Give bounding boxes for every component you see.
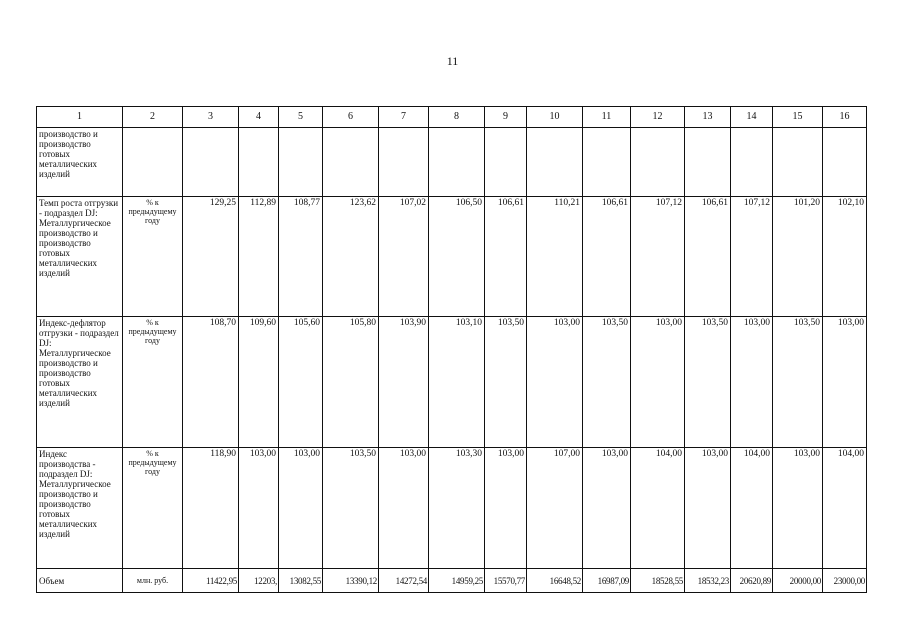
value-cell: 109,60 bbox=[239, 317, 279, 448]
value-cell: 104,00 bbox=[823, 448, 867, 569]
table-row-shipment-growth bbox=[37, 197, 867, 317]
value-cell: 103,00 bbox=[631, 317, 685, 448]
value-cell: 20000,00 bbox=[773, 569, 823, 593]
value-cell: 106,50 bbox=[429, 197, 485, 317]
value-cell: 14959,25 bbox=[429, 569, 485, 593]
value-cell: 20620,89 bbox=[731, 569, 773, 593]
value-cell: 103,50 bbox=[485, 317, 527, 448]
value-cell: 103,00 bbox=[823, 317, 867, 448]
value-cell: 110,21 bbox=[527, 197, 583, 317]
value-cell bbox=[583, 128, 631, 197]
value-cell: 103,00 bbox=[527, 317, 583, 448]
header-cell: 15 bbox=[773, 107, 823, 128]
header-cell: 11 bbox=[583, 107, 631, 128]
value-cell: 14272,54 bbox=[379, 569, 429, 593]
header-cell: 3 bbox=[183, 107, 239, 128]
value-cell bbox=[527, 128, 583, 197]
value-cell: 16648,52 bbox=[527, 569, 583, 593]
value-cell: 18528,55 bbox=[631, 569, 685, 593]
table-row-volume bbox=[37, 569, 867, 593]
header-cell: 9 bbox=[485, 107, 527, 128]
value-cell: 18532,23 bbox=[685, 569, 731, 593]
value-cell: 106,61 bbox=[485, 197, 527, 317]
header-cell: 12 bbox=[631, 107, 685, 128]
header-cell: 16 bbox=[823, 107, 867, 128]
value-cell bbox=[379, 128, 429, 197]
value-cell: 104,00 bbox=[631, 448, 685, 569]
table-row-continuation bbox=[37, 128, 867, 197]
row-label: Темп роста отгрузки - подраздел DJ: Металлургическое производство и производство готовых металлических изделий bbox=[37, 197, 123, 317]
value-cell: 101,20 bbox=[773, 197, 823, 317]
value-cell: 103,50 bbox=[773, 317, 823, 448]
header-row bbox=[37, 107, 867, 128]
row-unit: % к предыдущему году bbox=[123, 317, 183, 448]
header-cell: 1 bbox=[37, 107, 123, 128]
value-cell: 106,61 bbox=[583, 197, 631, 317]
value-cell: 108,70 bbox=[183, 317, 239, 448]
value-cell: 23000,00 bbox=[823, 569, 867, 593]
value-cell: 112,89 bbox=[239, 197, 279, 317]
value-cell: 12203, bbox=[239, 569, 279, 593]
value-cell: 103,00 bbox=[279, 448, 323, 569]
value-cell: 13082,55 bbox=[279, 569, 323, 593]
value-cell bbox=[685, 128, 731, 197]
header-cell: 5 bbox=[279, 107, 323, 128]
value-cell bbox=[429, 128, 485, 197]
value-cell: 16987,09 bbox=[583, 569, 631, 593]
row-label: Индекс производства - подраздел DJ: Металлургическое производство и производство готовых металлических изделий bbox=[37, 448, 123, 569]
row-unit: % к предыдущему году bbox=[123, 197, 183, 317]
value-cell bbox=[279, 128, 323, 197]
value-cell bbox=[323, 128, 379, 197]
header-cell: 14 bbox=[731, 107, 773, 128]
value-cell: 15570,77 bbox=[485, 569, 527, 593]
header-cell: 8 bbox=[429, 107, 485, 128]
value-cell: 108,77 bbox=[279, 197, 323, 317]
row-unit: % к предыдущему году bbox=[123, 448, 183, 569]
header-cell: 10 bbox=[527, 107, 583, 128]
value-cell bbox=[485, 128, 527, 197]
value-cell: 103,90 bbox=[379, 317, 429, 448]
row-label: Индекс-дефлятор отгрузки - подраздел DJ: Металлургическое производство и производство готовых металлических изделий bbox=[37, 317, 123, 448]
header-cell: 6 bbox=[323, 107, 379, 128]
value-cell bbox=[773, 128, 823, 197]
value-cell: 106,61 bbox=[685, 197, 731, 317]
header-cell: 13 bbox=[685, 107, 731, 128]
value-cell: 103,50 bbox=[685, 317, 731, 448]
value-cell: 103,50 bbox=[583, 317, 631, 448]
row-unit bbox=[123, 128, 183, 197]
value-cell: 105,80 bbox=[323, 317, 379, 448]
value-cell: 103,00 bbox=[685, 448, 731, 569]
value-cell: 13390,12 bbox=[323, 569, 379, 593]
data-table bbox=[36, 106, 867, 593]
value-cell: 103,10 bbox=[429, 317, 485, 448]
value-cell: 102,10 bbox=[823, 197, 867, 317]
value-cell: 103,00 bbox=[485, 448, 527, 569]
value-cell bbox=[731, 128, 773, 197]
value-cell: 103,00 bbox=[583, 448, 631, 569]
value-cell: 104,00 bbox=[731, 448, 773, 569]
value-cell: 118,90 bbox=[183, 448, 239, 569]
row-unit: млн. руб. bbox=[123, 569, 183, 593]
value-cell: 103,00 bbox=[773, 448, 823, 569]
value-cell: 103,00 bbox=[239, 448, 279, 569]
value-cell bbox=[631, 128, 685, 197]
value-cell: 103,30 bbox=[429, 448, 485, 569]
table-row-deflator-index bbox=[37, 317, 867, 448]
header-cell: 4 bbox=[239, 107, 279, 128]
table-row-production-index bbox=[37, 448, 867, 569]
value-cell: 103,50 bbox=[323, 448, 379, 569]
value-cell: 107,00 bbox=[527, 448, 583, 569]
value-cell: 107,12 bbox=[631, 197, 685, 317]
value-cell: 103,00 bbox=[379, 448, 429, 569]
value-cell bbox=[823, 128, 867, 197]
value-cell: 123,62 bbox=[323, 197, 379, 317]
value-cell: 129,25 bbox=[183, 197, 239, 317]
page-number: 11 bbox=[446, 54, 459, 68]
row-label: Объем bbox=[37, 569, 123, 593]
value-cell: 105,60 bbox=[279, 317, 323, 448]
value-cell: 107,02 bbox=[379, 197, 429, 317]
value-cell: 103,00 bbox=[731, 317, 773, 448]
value-cell bbox=[183, 128, 239, 197]
header-cell: 2 bbox=[123, 107, 183, 128]
row-label: производство и производство готовых металлических изделий bbox=[37, 128, 123, 197]
value-cell: 107,12 bbox=[731, 197, 773, 317]
value-cell bbox=[239, 128, 279, 197]
value-cell: 11422,95 bbox=[183, 569, 239, 593]
header-cell: 7 bbox=[379, 107, 429, 128]
